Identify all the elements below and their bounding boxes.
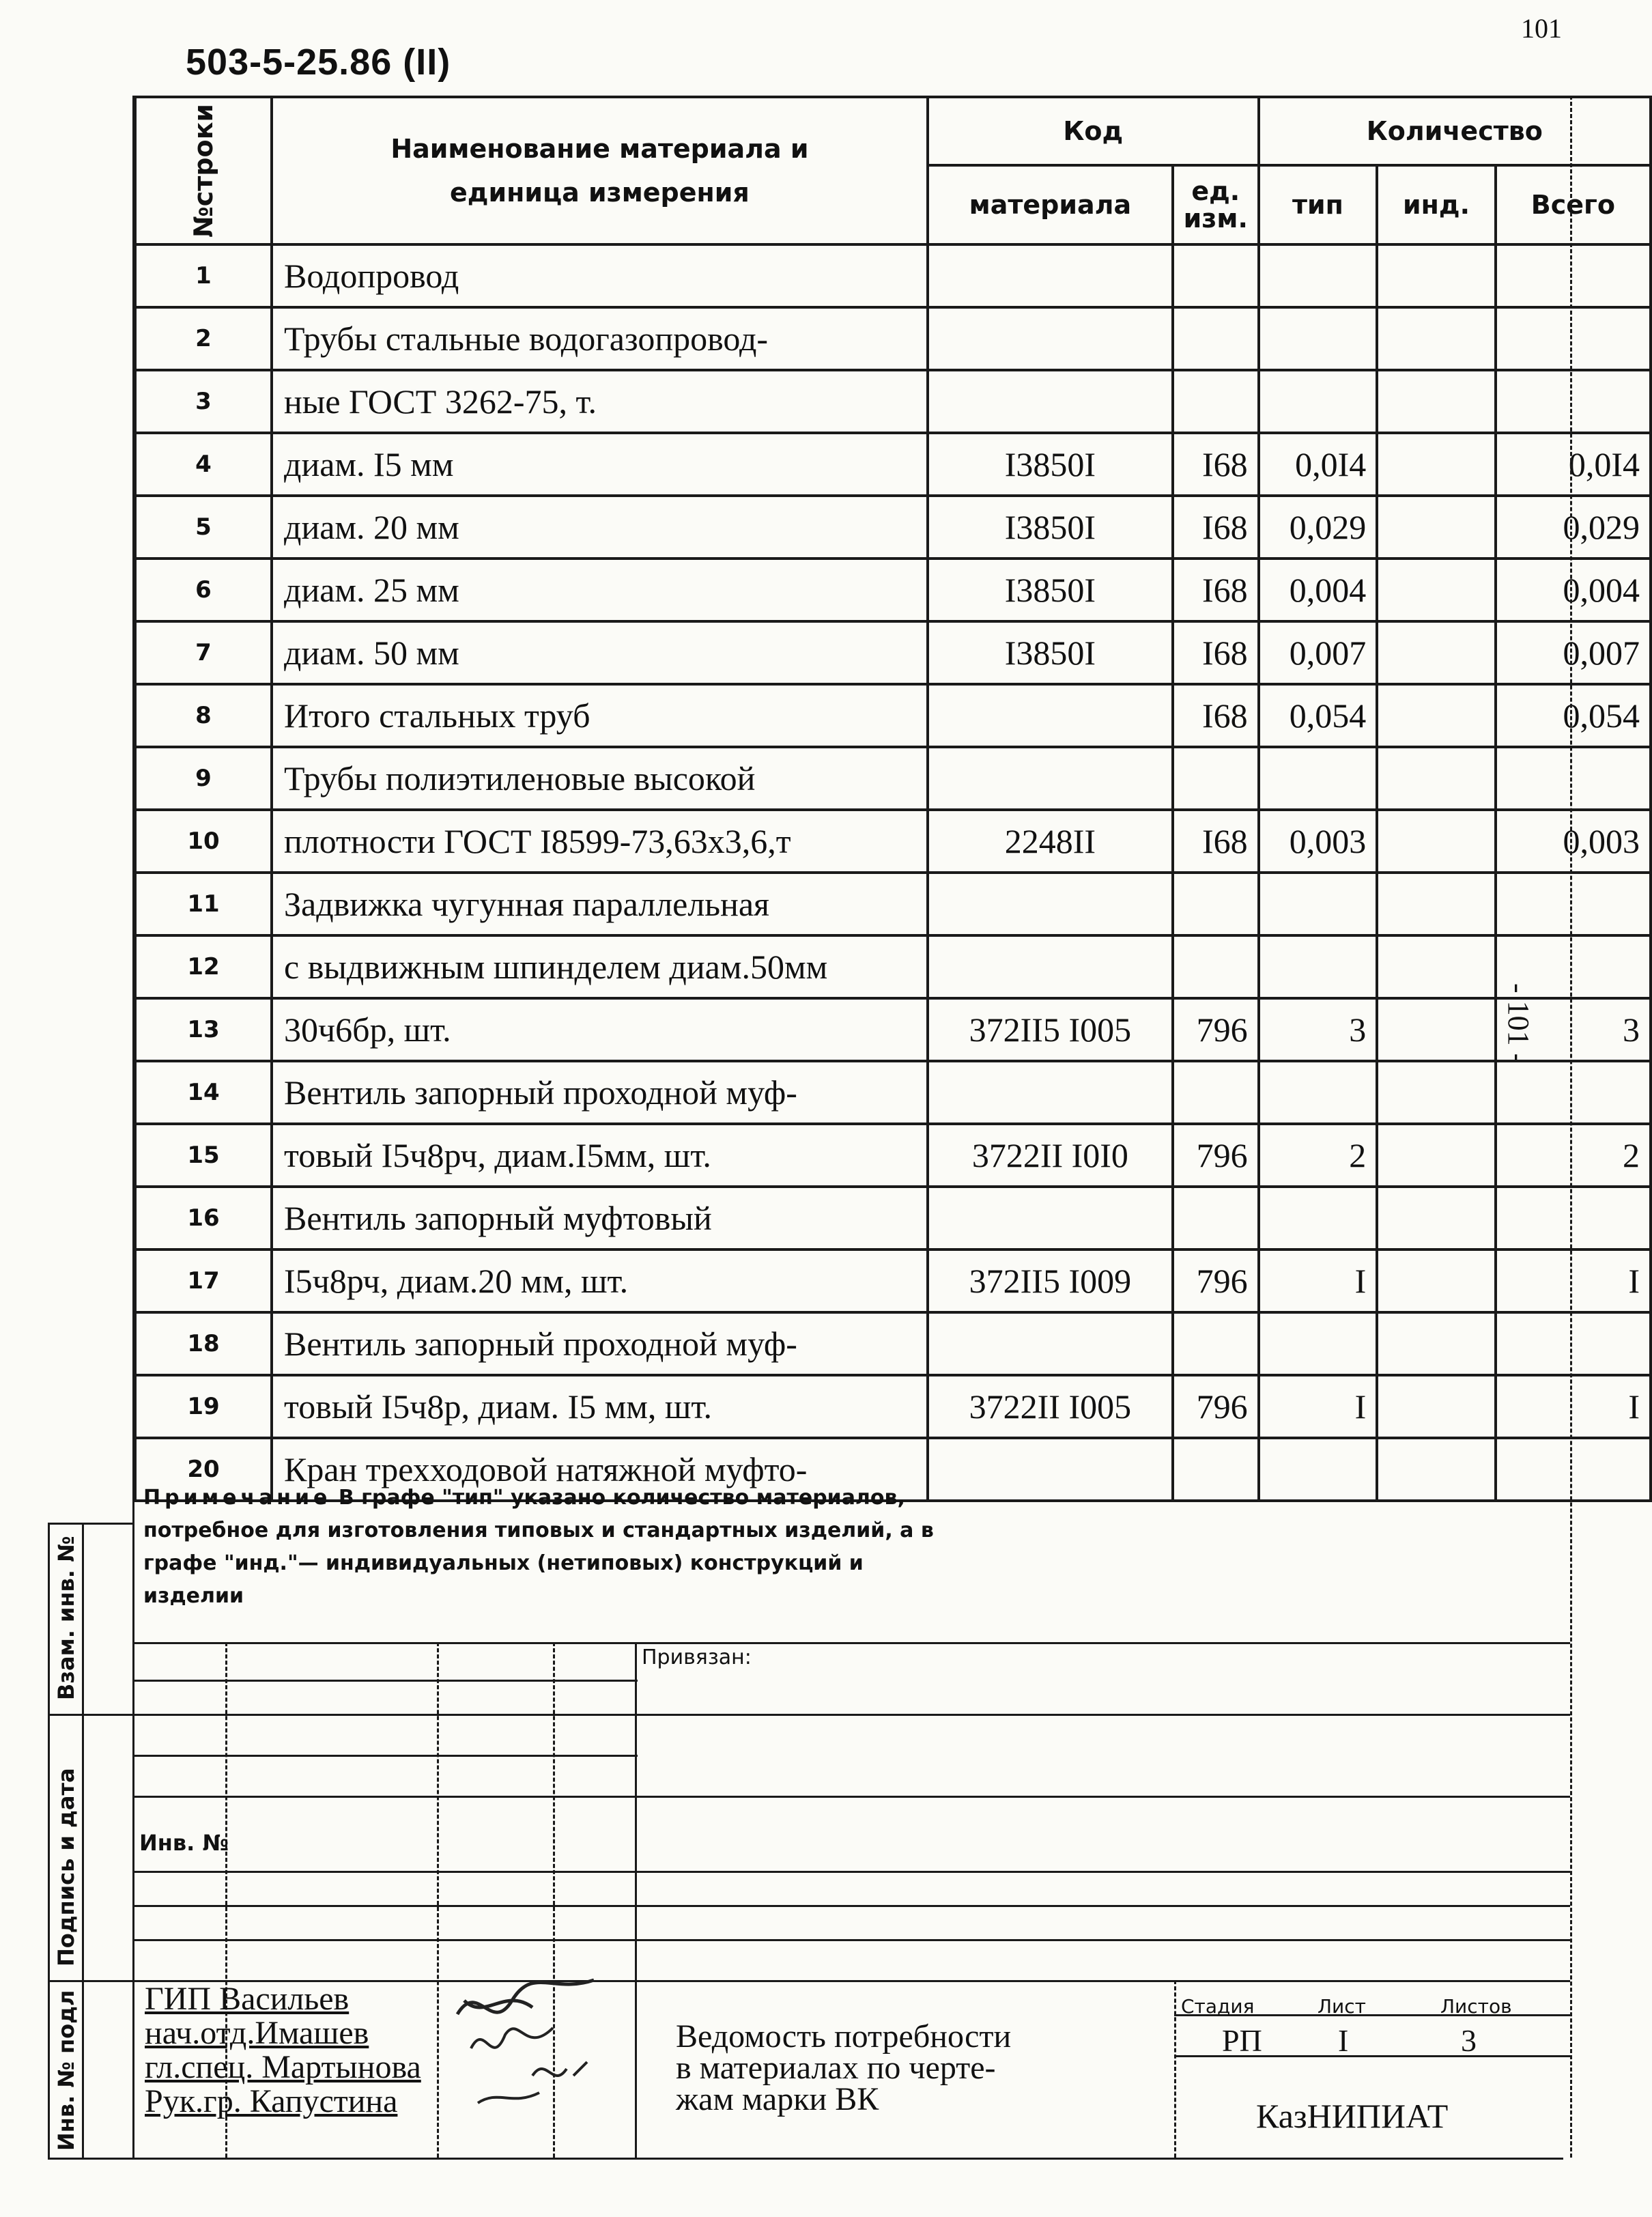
unit-code: I68 [1173,684,1259,747]
material-name: Вентиль запорный муфтовый [272,1187,928,1249]
qty-total [1496,307,1651,370]
table-row [135,935,1651,998]
linked-label: Привязан: [642,1646,752,1669]
qty-total: 3 [1496,998,1651,1061]
qty-total: 2 [1496,1124,1651,1187]
header-code-material: материала [928,165,1173,244]
qty-ind [1377,1312,1495,1375]
qty-total: 0,007 [1496,621,1651,684]
header-code-group: Код [928,97,1259,165]
table-row [135,684,1651,747]
qty-ind [1377,559,1495,621]
frame-line [132,1905,1570,1907]
qty-type: 0,004 [1259,559,1378,621]
note-text: В графе "тип" указано количество материалов, потребное для изготовления типовых и стандартных изделий, а в графе "инд."— индивидуальных (нетиповых) конструкций и изделии [143,1486,934,1608]
frame-line [132,1939,1570,1941]
qty-type [1259,1312,1378,1375]
row-number: 5 [135,496,272,559]
handwritten-signatures [437,1973,642,2110]
material-name: товый I5ч8р, диам. I5 мм, шт. [272,1375,928,1438]
material-name: диам. 25 мм [272,559,928,621]
qty-type: 0,0I4 [1259,433,1378,496]
qty-type [1259,1438,1378,1501]
qty-type [1259,1187,1378,1249]
unit-code [1173,1187,1259,1249]
row-number: 4 [135,433,272,496]
material-code [928,873,1173,935]
header-material-name: Наименование материала и единица измерения [272,97,928,244]
material-code: I3850I [928,433,1173,496]
qty-type: 2 [1259,1124,1378,1187]
unit-code: I68 [1173,621,1259,684]
header-code-unit: ед. изм. [1173,165,1259,244]
table-row [135,307,1651,370]
table-row [135,1061,1651,1124]
material-name: диам. I5 мм [272,433,928,496]
table-row [135,621,1651,684]
organization-name: КазНИПИАТ [1256,2097,1449,2135]
unit-code [1173,244,1259,307]
row-number: 1 [135,244,272,307]
unit-code [1173,1312,1259,1375]
row-number: 11 [135,873,272,935]
qty-total: 0,003 [1496,810,1651,873]
side-page-number: - 101 - [1502,983,1535,1064]
table-row [135,873,1651,935]
material-name: с выдвижным шпинделем диам.50мм [272,935,928,998]
material-code: I3850I [928,559,1173,621]
note-lead: Примечание [143,1486,332,1510]
table-row [135,1249,1651,1312]
unit-code: 796 [1173,1249,1259,1312]
sheets-value: 3 [1461,2023,1477,2058]
unit-code: 796 [1173,1124,1259,1187]
qty-ind [1377,621,1495,684]
material-code [928,747,1173,810]
qty-total [1496,1438,1651,1501]
qty-ind [1377,1187,1495,1249]
stage-value: РП [1222,2023,1262,2058]
qty-type: 0,054 [1259,684,1378,747]
qty-total: 0,004 [1496,559,1651,621]
qty-total: 0,054 [1496,684,1651,747]
sheet-label: Лист [1318,1995,1366,2018]
header-quantity-group: Количество [1259,97,1651,165]
qty-type: 0,029 [1259,496,1378,559]
row-number: 9 [135,747,272,810]
frame-right-line [1570,96,1572,2158]
row-number: 16 [135,1187,272,1249]
header-qty-ind: инд. [1377,165,1495,244]
qty-ind [1377,747,1495,810]
row-number: 8 [135,684,272,747]
row-number: 18 [135,1312,272,1375]
row-number: 14 [135,1061,272,1124]
row-number: 7 [135,621,272,684]
person-group-lead: Рук.гр. Капустина [145,2083,398,2119]
material-name: плотности ГОСТ I8599-73,63х3,6,т [272,810,928,873]
row-number: 13 [135,998,272,1061]
qty-total [1496,244,1651,307]
material-name: Вентиль запорный проходной муф- [272,1061,928,1124]
row-number: 3 [135,370,272,433]
header-row-number: №строки [135,97,272,244]
qty-ind [1377,433,1495,496]
row-number: 20 [135,1438,272,1501]
qty-total: I [1496,1375,1651,1438]
material-name: I5ч8рч, диам.20 мм, шт. [272,1249,928,1312]
qty-total [1496,1312,1651,1375]
table-row [135,559,1651,621]
material-code: I3850I [928,496,1173,559]
sheets-label: Листов [1440,1995,1512,2018]
qty-ind [1377,1124,1495,1187]
material-code: 3722II I0I0 [928,1124,1173,1187]
unit-code: I68 [1173,496,1259,559]
material-name: Вентиль запорный проходной муф- [272,1312,928,1375]
qty-type: 3 [1259,998,1378,1061]
header-qty-total: Всего [1496,165,1651,244]
qty-type [1259,873,1378,935]
material-code [928,935,1173,998]
material-code [928,244,1173,307]
margin-line [48,1523,50,2158]
unit-code [1173,370,1259,433]
material-code: I3850I [928,621,1173,684]
side-label-original-inv: Инв. № подл [53,1990,79,2151]
page-number: 101 [1521,13,1562,44]
inventory-number-label: Инв. № [139,1830,229,1856]
unit-code: 796 [1173,998,1259,1061]
qty-ind [1377,935,1495,998]
row-number: 19 [135,1375,272,1438]
frame-line [132,1871,1570,1873]
document-code: 503-5-25.86 (II) [186,42,451,83]
margin-line [48,1980,133,1982]
document-title: Ведомость потребности в материалах по черте- жам марки ВК [676,2018,1012,2117]
table-row [135,998,1651,1061]
frame-line [132,1642,1570,1644]
frame-line [1174,1980,1176,2158]
material-code: 372II5 I005 [928,998,1173,1061]
qty-ind [1377,1438,1495,1501]
frame-left-line [132,96,134,2158]
unit-code [1173,1438,1259,1501]
table-row [135,370,1651,433]
material-name: Кран трехходовой натяжной муфто- [272,1438,928,1501]
unit-code [1173,873,1259,935]
qty-total: 0,029 [1496,496,1651,559]
qty-type: I [1259,1249,1378,1312]
qty-type: 0,003 [1259,810,1378,873]
material-code [928,307,1173,370]
margin-line [82,1523,84,2158]
note-block [143,1482,963,1613]
material-name: диам. 50 мм [272,621,928,684]
table-row [135,1312,1651,1375]
person-chief-engineer: ГИП Васильев [145,1981,350,2017]
qty-ind [1377,998,1495,1061]
qty-total: I [1496,1249,1651,1312]
row-number: 10 [135,810,272,873]
qty-ind [1377,307,1495,370]
unit-code [1173,935,1259,998]
unit-code [1173,747,1259,810]
material-code [928,684,1173,747]
table-row [135,810,1651,873]
qty-total [1496,1187,1651,1249]
table-row [135,1187,1651,1249]
material-code [928,1061,1173,1124]
frame-line [132,1680,638,1682]
table-row [135,496,1651,559]
side-label-replaced-inv: Взам. инв. № [53,1536,79,1700]
qty-type [1259,747,1378,810]
material-name: ные ГОСТ 3262-75, т. [272,370,928,433]
material-name: товый I5ч8рч, диам.I5мм, шт. [272,1124,928,1187]
qty-type: I [1259,1375,1378,1438]
header-qty-type: тип [1259,165,1378,244]
material-name: 30ч6бр, шт. [272,998,928,1061]
material-code [928,1438,1173,1501]
material-code [928,1187,1173,1249]
qty-ind [1377,1375,1495,1438]
row-number: 15 [135,1124,272,1187]
qty-ind [1377,684,1495,747]
margin-line [48,1523,133,1525]
unit-code: I68 [1173,810,1259,873]
unit-code: 796 [1173,1375,1259,1438]
row-number: 6 [135,559,272,621]
qty-ind [1377,1249,1495,1312]
person-chief-specialist: гл.спец. Мартынова [145,2049,421,2085]
side-label-signature-date: Подпись и дата [53,1768,79,1966]
qty-type [1259,244,1378,307]
frame-line [132,1755,638,1757]
qty-type [1259,307,1378,370]
qty-total [1496,747,1651,810]
table-row [135,433,1651,496]
row-number: 2 [135,307,272,370]
row-number: 12 [135,935,272,998]
qty-total [1496,370,1651,433]
table-row [135,1124,1651,1187]
qty-type [1259,370,1378,433]
material-name: Трубы полиэтиленовые высокой [272,747,928,810]
qty-type: 0,007 [1259,621,1378,684]
qty-total [1496,935,1651,998]
unit-code: I68 [1173,559,1259,621]
qty-ind [1377,873,1495,935]
qty-ind [1377,496,1495,559]
material-code: 372II5 I009 [928,1249,1173,1312]
frame-bottom-line [48,2158,1563,2160]
material-name: Итого стальных труб [272,684,928,747]
material-code [928,1312,1173,1375]
table-row [135,244,1651,307]
material-name: Трубы стальные водогазопровод- [272,307,928,370]
qty-total [1496,1061,1651,1124]
frame-line [132,1796,1570,1798]
table-row [135,747,1651,810]
unit-code [1173,307,1259,370]
qty-total [1496,873,1651,935]
stage-label: Стадия [1181,1995,1255,2018]
row-number: 17 [135,1249,272,1312]
table-row [135,1375,1651,1438]
person-department-head: нач.отд.Имашев [145,2015,369,2051]
margin-line [48,1714,133,1716]
material-code: 2248II [928,810,1173,873]
qty-ind [1377,370,1495,433]
material-code: 3722II I005 [928,1375,1173,1438]
materials-table [134,96,1652,1502]
unit-code [1173,1061,1259,1124]
qty-type [1259,1061,1378,1124]
qty-type [1259,935,1378,998]
qty-ind [1377,244,1495,307]
qty-total: 0,0I4 [1496,433,1651,496]
sheet-value: I [1338,2023,1349,2058]
unit-code: I68 [1173,433,1259,496]
material-name: Задвижка чугунная параллельная [272,873,928,935]
frame-line [132,1714,1570,1716]
qty-ind [1377,810,1495,873]
qty-ind [1377,1061,1495,1124]
material-code [928,370,1173,433]
material-name: диам. 20 мм [272,496,928,559]
material-name: Водопровод [272,244,928,307]
